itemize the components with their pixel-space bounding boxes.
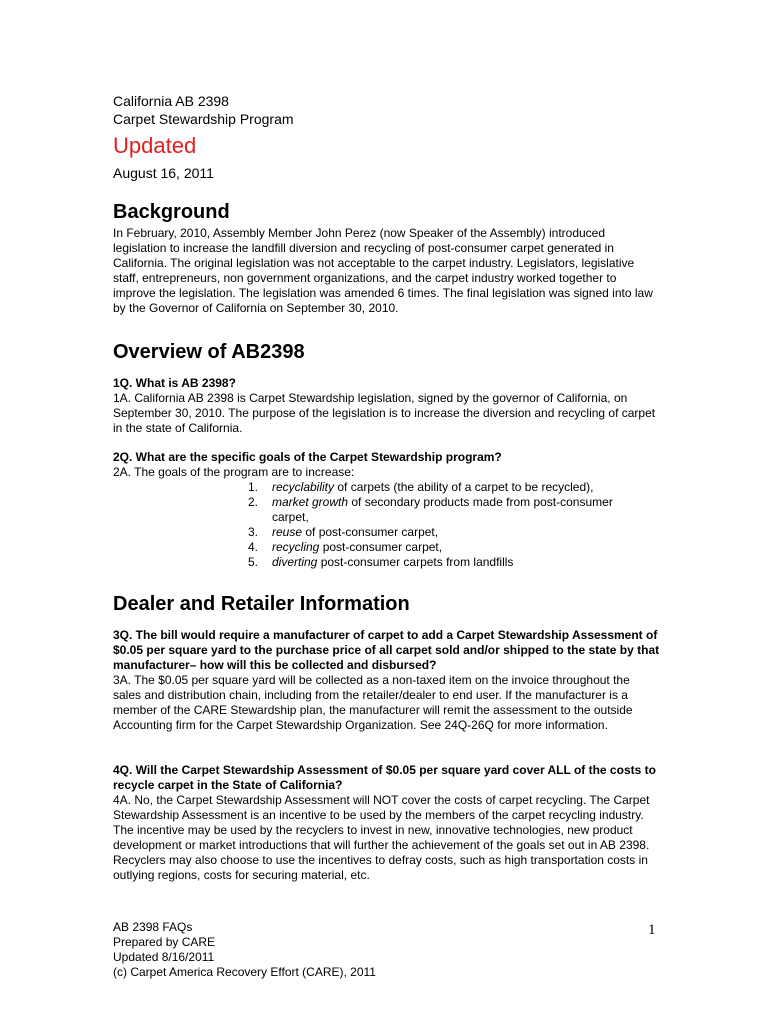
dealer-heading: Dealer and Retailer Information (113, 593, 410, 615)
question-1: 1Q. What is AB 2398? (113, 376, 236, 390)
list-item: 2. market growth of secondary products made from post-consumer carpet, (248, 495, 613, 524)
doc-date: August 16, 2011 (113, 165, 214, 181)
answer-1: 1A. California AB 2398 is Carpet Stewardship legislation, signed by the governor of California, on September 30, 2010. The purpose of the legislation is to increase the diversion and recycling of carpet in the state of California. (113, 391, 656, 435)
background-heading: Background (113, 201, 230, 223)
question-2: 2Q. What are the specific goals of the Carpet Stewardship program? (113, 450, 502, 464)
document-body (113, 92, 661, 883)
goals-list (248, 480, 648, 570)
question-3: 3Q. The bill would require a manufacturer of carpet to add a Carpet Stewardship Assessment of $0.05 per square yard to the purchase price of all carpet sold and/or shipped to the state by that manufacturer– how will this be collected and disbursed? (113, 628, 660, 672)
doc-title-line1: California AB 2398 (113, 93, 229, 109)
answer-2: 2A. The goals of the program are to increase: (113, 465, 355, 479)
footer-line4: (c) Carpet America Recovery Effort (CARE), 2011 (113, 965, 376, 979)
faq-item-4 (113, 763, 661, 883)
list-item: 4. recycling post-consumer carpet, (248, 540, 443, 554)
overview-heading: Overview of AB2398 (113, 341, 305, 363)
faq-item-1 (113, 376, 661, 436)
doc-title-line2: Carpet Stewardship Program (113, 111, 294, 127)
goal-term: reuse (272, 525, 303, 539)
footer-line2: Prepared by CARE (113, 935, 216, 949)
faq-item-2 (113, 450, 661, 570)
footer-line1: AB 2398 FAQs (113, 920, 193, 934)
goal-term: market growth (272, 495, 349, 509)
list-item: 3. reuse of post-consumer carpet, (248, 525, 439, 539)
list-item: 1. recyclability of carpets (the ability of a carpet to be recycled), (248, 480, 594, 494)
answer-3: 3A. The $0.05 per square yard will be collected as a non-taxed item on the invoice throughout the sales and distribution chain, including from the retailer/dealer to end user. If the manufacturer is a member of the CARE Stewardship plan, the manufacturer will remit the assessment to the outside Accounting firm for the Carpet Stewardship Organization. See 24Q-26Q for more information. (113, 673, 633, 732)
page-number: 1 (648, 922, 656, 938)
question-4: 4Q. Will the Carpet Stewardship Assessment of $0.05 per square yard cover ALL of the costs to recycle carpet in the State of California? (113, 763, 656, 792)
answer-4: 4A. No, the Carpet Stewardship Assessment will NOT cover the costs of carpet recycling. The Carpet Stewardship Assessment is an incentive to be used by the members of the carpet recycling industry. The incentive may be used by the recyclers to invest in new, innovative technologies, new product development or market introductions that will further the achievement of the goals set out in AB 2398. Recyclers may also choose to use the incentives to defray costs, such as high transportation costs in outlying regions, costs for securing material, etc. (113, 793, 650, 882)
goal-term: diverting (272, 555, 318, 569)
page-footer (113, 920, 376, 980)
footer-line3: Updated 8/16/2011 (113, 950, 215, 964)
goal-term: recycling (272, 540, 320, 554)
faq-item-3 (113, 628, 661, 733)
goal-term: recyclability (272, 480, 335, 494)
updated-label: Updated (113, 133, 197, 158)
background-text: In February, 2010, Assembly Member John Perez (now Speaker of the Assembly) introduced legislation to increase the landfill diversion and recycling of post-consumer carpet generated in California. The original legislation was not acceptable to the carpet industry. Legislators, legislative staff, entrepreneurs, non government organizations, and the carpet industry worked together to improve the legislation. The legislation was amended 6 times. The final legislation was signed into law by the Governor of California on September 30, 2010. (113, 226, 653, 315)
list-item: 5. diverting post-consumer carpets from landfills (248, 555, 514, 569)
